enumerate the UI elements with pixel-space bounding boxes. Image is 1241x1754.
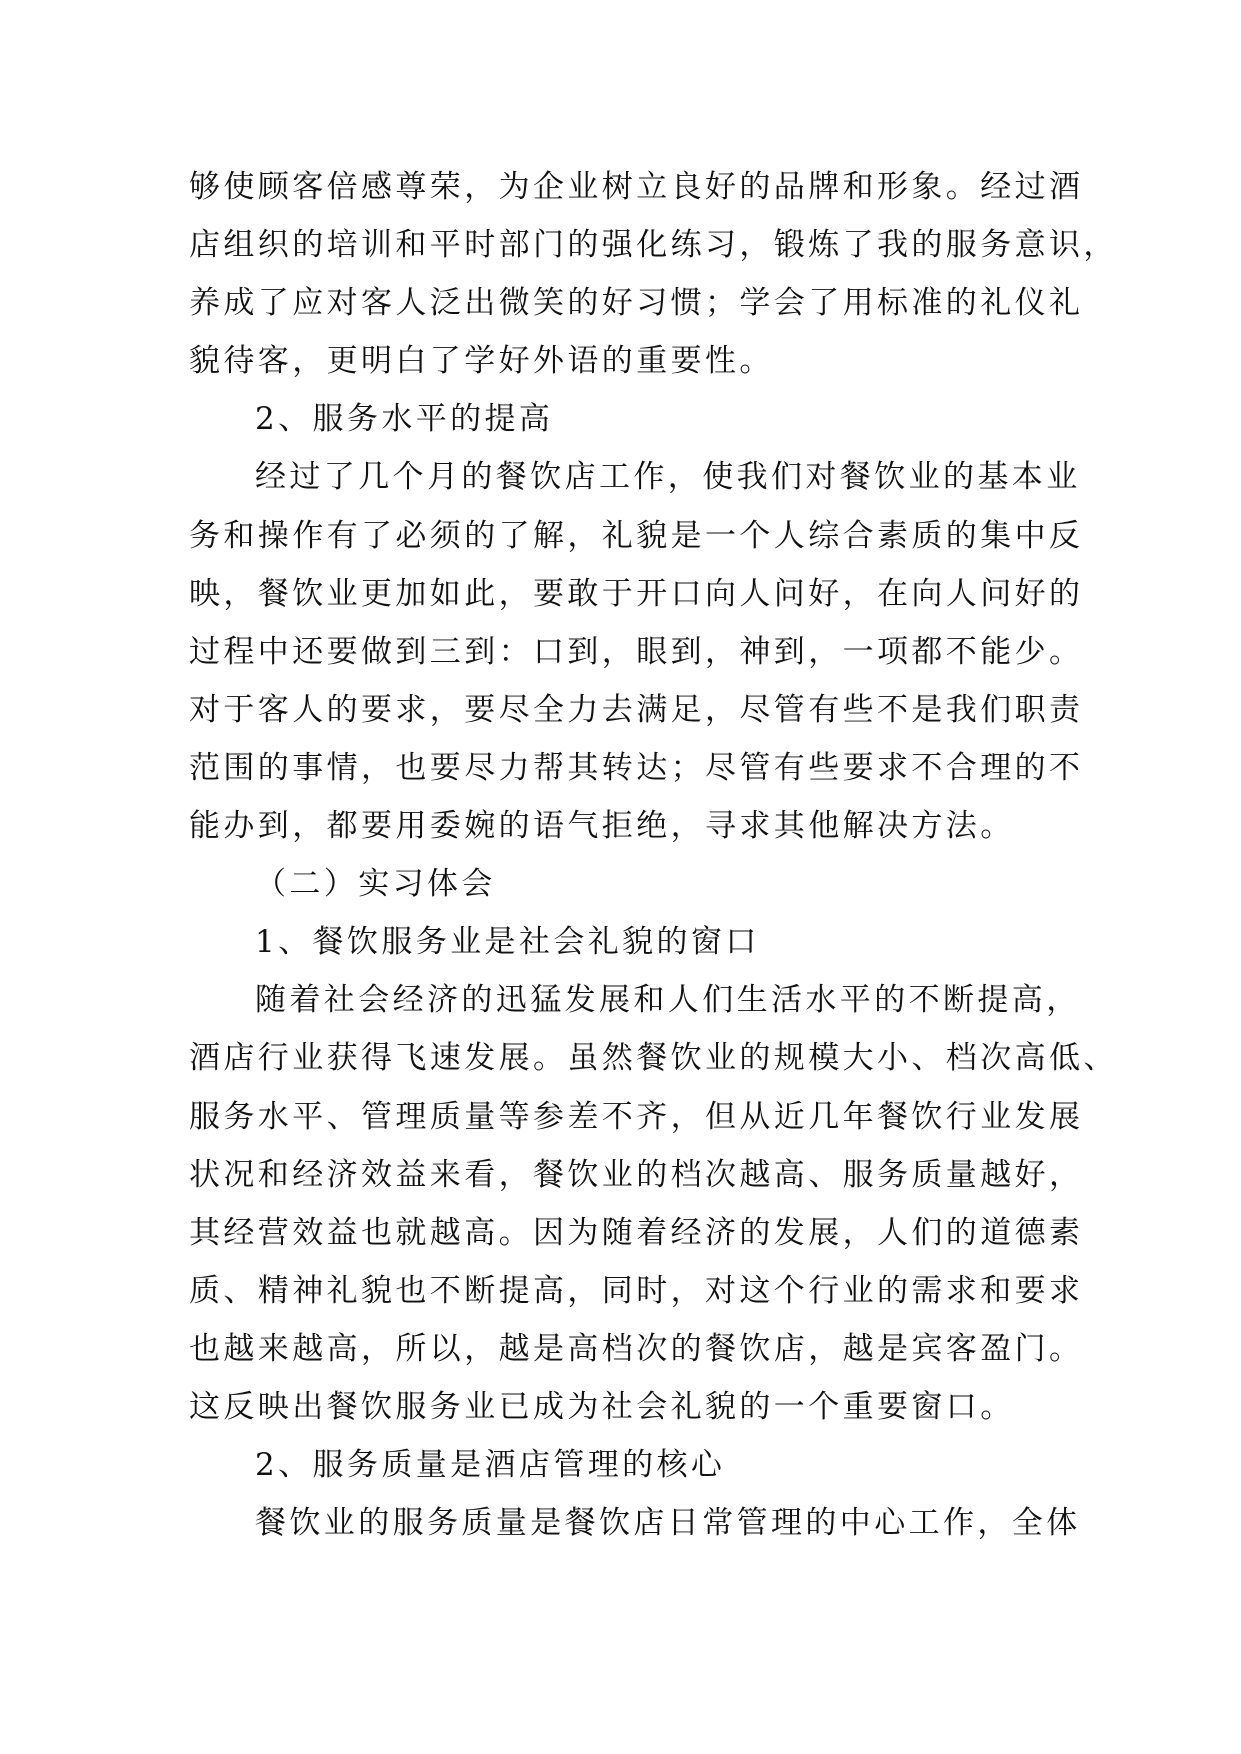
text-line: 务和操作有了必须的了解，礼貌是一个人综合素质的集中反 xyxy=(189,517,1084,554)
section-heading: 1、餐饮服务业是社会礼貌的窗口 xyxy=(255,924,760,961)
text-line: 对于客人的要求，要尽全力去满足，尽管有些不是我们职责 xyxy=(189,691,1084,728)
text-line: 也越来越高，所以，越是高档次的餐饮店，越是宾客盈门。 xyxy=(189,1330,1084,1367)
paragraph-first-line: 随着社会经济的迅猛发展和人们生活水平的不断提高， xyxy=(255,982,1081,1019)
text-line: 貌待客，更明白了学好外语的重要性。 xyxy=(189,343,774,380)
text-line: 映，餐饮业更加如此，要敢于开口向人问好，在向人问好的 xyxy=(189,575,1084,612)
text-line: 能办到，都要用委婉的语气拒绝，寻求其他解决方法。 xyxy=(189,808,1015,845)
text-line: 够使顾客倍感尊荣，为企业树立良好的品牌和形象。经过酒 xyxy=(189,169,1084,205)
text-line: 这反映出餐饮服务业已成为社会礼貌的一个重要窗口。 xyxy=(189,1388,1015,1425)
text-line: 服务水平、管理质量等参差不齐，但从近几年餐饮行业发展 xyxy=(189,1098,1084,1135)
text-line: 酒店行业获得飞速发展。虽然餐饮业的规模大小、档次高低、 xyxy=(189,1040,1118,1077)
text-line: 质、精神礼貌也不断提高，同时，对这个行业的需求和要求 xyxy=(189,1272,1084,1309)
text-line: 店组织的培训和平时部门的强化练习，锻炼了我的服务意识， xyxy=(189,227,1118,264)
text-line: 过程中还要做到三到：口到，眼到，神到，一项都不能少。 xyxy=(189,633,1084,670)
section-heading: 2、服务水平的提高 xyxy=(255,401,554,438)
section-heading: （二）实习体会 xyxy=(255,866,496,903)
text-line: 养成了应对客人泛出微笑的好习惯；学会了用标准的礼仪礼 xyxy=(189,285,1084,322)
paragraph-first-line: 经过了几个月的餐饮店工作，使我们对餐饮业的基本业 xyxy=(255,459,1081,496)
section-heading: 2、服务质量是酒店管理的核心 xyxy=(255,1447,726,1484)
text-line: 范围的事情，也要尽力帮其转达；尽管有些要求不合理的不 xyxy=(189,749,1084,786)
text-line: 其经营效益也就越高。因为随着经济的发展，人们的道德素 xyxy=(189,1214,1084,1251)
text-column xyxy=(189,158,1118,1552)
paragraph-first-line: 餐饮业的服务质量是餐饮店日常管理的中心工作，全体 xyxy=(255,1505,1081,1542)
text-line: 状况和经济效益来看，餐饮业的档次越高、服务质量越好， xyxy=(189,1156,1084,1193)
